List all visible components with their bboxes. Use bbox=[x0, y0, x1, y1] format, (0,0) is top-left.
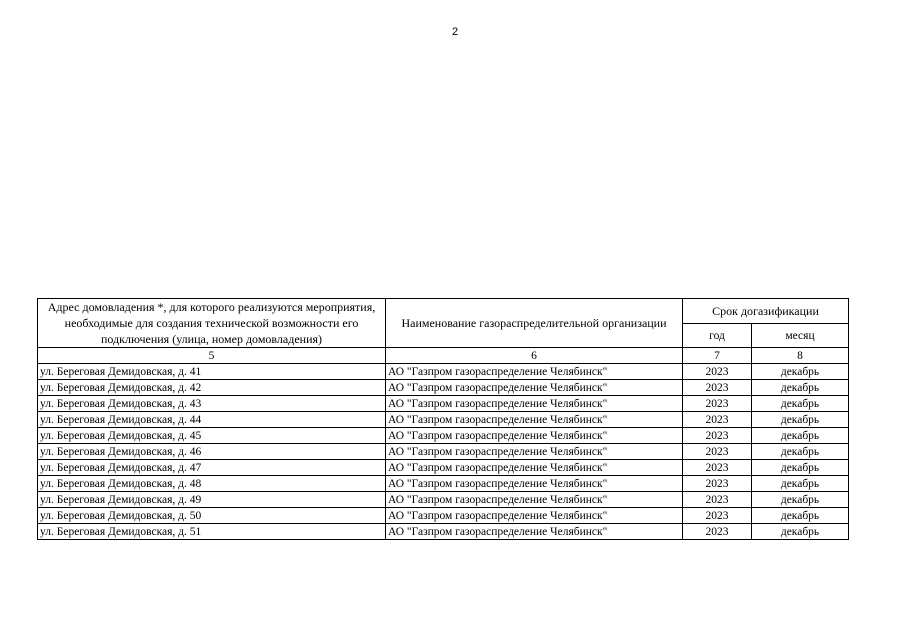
cell-organization: АО "Газпром газораспределение Челябинск" bbox=[386, 476, 683, 492]
header-address: Адрес домовладения *, для которого реализуются мероприятия, необходимые для создания технической возможности его подключения (улица, номер домовладения) bbox=[38, 299, 386, 348]
cell-month: декабрь bbox=[752, 492, 849, 508]
cell-month: декабрь bbox=[752, 412, 849, 428]
cell-year: 2023 bbox=[683, 412, 752, 428]
cell-organization: АО "Газпром газораспределение Челябинск" bbox=[386, 396, 683, 412]
cell-address: ул. Береговая Демидовская, д. 41 bbox=[38, 364, 386, 380]
header-term: Срок догазификации bbox=[683, 299, 849, 324]
cell-month: декабрь bbox=[752, 524, 849, 540]
header-year: год bbox=[683, 324, 752, 348]
cell-organization: АО "Газпром газораспределение Челябинск" bbox=[386, 428, 683, 444]
cell-address: ул. Береговая Демидовская, д. 49 bbox=[38, 492, 386, 508]
page-number: 2 bbox=[451, 26, 459, 38]
cell-address: ул. Береговая Демидовская, д. 44 bbox=[38, 412, 386, 428]
cell-year: 2023 bbox=[683, 428, 752, 444]
table-row bbox=[38, 524, 849, 540]
cell-organization: АО "Газпром газораспределение Челябинск" bbox=[386, 508, 683, 524]
cell-address: ул. Береговая Демидовская, д. 47 bbox=[38, 460, 386, 476]
table-row bbox=[38, 492, 849, 508]
cell-address: ул. Береговая Демидовская, д. 46 bbox=[38, 444, 386, 460]
header-row bbox=[38, 299, 849, 324]
cell-year: 2023 bbox=[683, 476, 752, 492]
column-number: 7 bbox=[683, 348, 752, 364]
cell-month: декабрь bbox=[752, 460, 849, 476]
table-row bbox=[38, 396, 849, 412]
cell-address: ул. Береговая Демидовская, д. 50 bbox=[38, 508, 386, 524]
column-number-row bbox=[38, 348, 849, 364]
cell-year: 2023 bbox=[683, 492, 752, 508]
cell-organization: АО "Газпром газораспределение Челябинск" bbox=[386, 524, 683, 540]
table-row bbox=[38, 364, 849, 380]
cell-year: 2023 bbox=[683, 508, 752, 524]
cell-organization: АО "Газпром газораспределение Челябинск" bbox=[386, 444, 683, 460]
table-row bbox=[38, 476, 849, 492]
table-row bbox=[38, 460, 849, 476]
cell-month: декабрь bbox=[752, 444, 849, 460]
cell-year: 2023 bbox=[683, 444, 752, 460]
cell-year: 2023 bbox=[683, 364, 752, 380]
cell-address: ул. Береговая Демидовская, д. 42 bbox=[38, 380, 386, 396]
cell-year: 2023 bbox=[683, 460, 752, 476]
cell-address: ул. Береговая Демидовская, д. 51 bbox=[38, 524, 386, 540]
column-number: 5 bbox=[38, 348, 386, 364]
cell-organization: АО "Газпром газораспределение Челябинск" bbox=[386, 364, 683, 380]
table-row bbox=[38, 508, 849, 524]
table-row bbox=[38, 380, 849, 396]
cell-organization: АО "Газпром газораспределение Челябинск" bbox=[386, 412, 683, 428]
cell-year: 2023 bbox=[683, 380, 752, 396]
column-number: 6 bbox=[386, 348, 683, 364]
cell-address: ул. Береговая Демидовская, д. 45 bbox=[38, 428, 386, 444]
table-row bbox=[38, 428, 849, 444]
header-organization: Наименование газораспределительной организации bbox=[386, 299, 683, 348]
cell-month: декабрь bbox=[752, 380, 849, 396]
cell-address: ул. Береговая Демидовская, д. 43 bbox=[38, 396, 386, 412]
table-row bbox=[38, 412, 849, 428]
cell-month: декабрь bbox=[752, 396, 849, 412]
cell-address: ул. Береговая Демидовская, д. 48 bbox=[38, 476, 386, 492]
cell-month: декабрь bbox=[752, 428, 849, 444]
cell-year: 2023 bbox=[683, 396, 752, 412]
cell-month: декабрь bbox=[752, 476, 849, 492]
cell-organization: АО "Газпром газораспределение Челябинск" bbox=[386, 380, 683, 396]
cell-month: декабрь bbox=[752, 364, 849, 380]
cell-organization: АО "Газпром газораспределение Челябинск" bbox=[386, 460, 683, 476]
cell-organization: АО "Газпром газораспределение Челябинск" bbox=[386, 492, 683, 508]
cell-month: декабрь bbox=[752, 508, 849, 524]
table-row bbox=[38, 444, 849, 460]
cell-year: 2023 bbox=[683, 524, 752, 540]
column-number: 8 bbox=[752, 348, 849, 364]
gasification-table bbox=[37, 298, 849, 540]
header-month: месяц bbox=[752, 324, 849, 348]
